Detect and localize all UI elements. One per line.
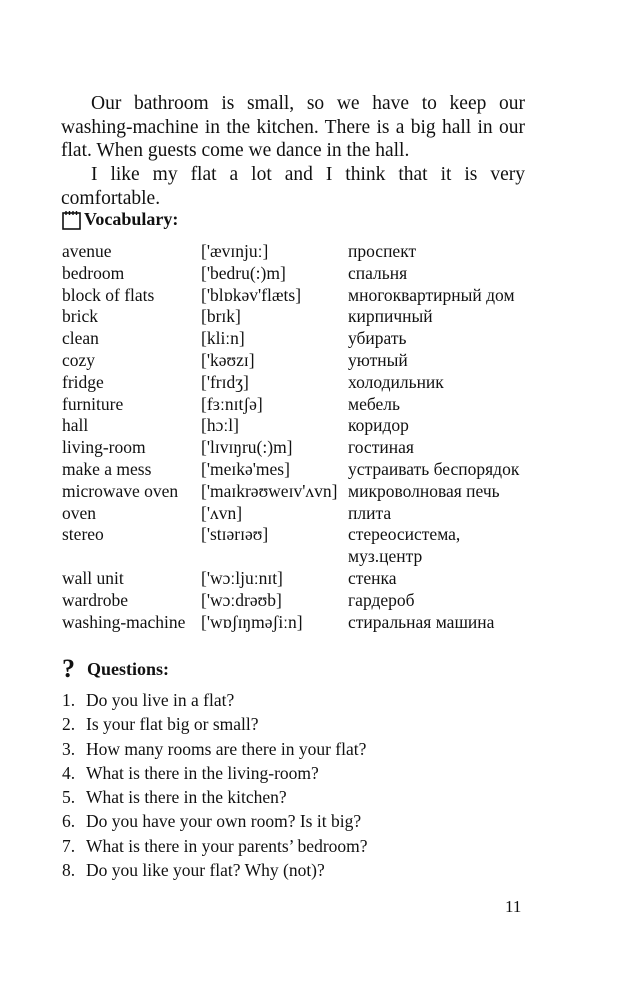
vocabulary-row	[62, 524, 533, 568]
vocabulary-translation: холодильник	[348, 371, 444, 392]
vocabulary-row	[62, 415, 533, 437]
vocabulary-translation: многоквартирный дом	[348, 284, 515, 305]
vocabulary-translation: устраивать беспорядок	[348, 458, 520, 479]
vocabulary-row	[62, 568, 533, 590]
vocabulary-transcription: ['wɔːdrəʊb]	[201, 589, 282, 610]
vocabulary-heading-label: Vocabulary:	[84, 209, 179, 229]
vocabulary-translation: гостиная	[348, 437, 414, 458]
vocabulary-word: clean	[62, 328, 99, 349]
question-text: What is there in the living-room?	[86, 762, 319, 783]
vocabulary-transcription: ['ævɪnjuː]	[201, 241, 269, 261]
vocabulary-word: block of flats	[62, 284, 155, 305]
vocabulary-translation: проспект	[348, 241, 417, 261]
question-text: How many rooms are there in your flat?	[86, 738, 367, 759]
questions-list	[62, 688, 368, 882]
vocabulary-row	[62, 350, 533, 372]
vocabulary-table	[62, 241, 533, 633]
vocabulary-transcription: ['lɪvɪŋru(:)m]	[201, 437, 293, 458]
vocabulary-row	[62, 306, 533, 328]
vocabulary-translation: уютный	[348, 349, 408, 370]
vocabulary-transcription: [brɪk]	[201, 306, 241, 327]
question-item	[62, 712, 368, 736]
vocabulary-transcription: ['stɪərɪəʊ]	[201, 524, 269, 545]
vocabulary-translation: стереосистема, муз.центр	[348, 524, 461, 567]
page-number: 11	[505, 897, 522, 916]
vocabulary-transcription: ['meɪkə'mes]	[201, 458, 290, 479]
question-text: Do you live in a flat?	[86, 690, 235, 710]
vocabulary-transcription: [hɔːl]	[201, 415, 239, 436]
vocabulary-word: wardrobe	[62, 589, 129, 610]
vocabulary-translation: спальня	[348, 262, 408, 283]
vocabulary-translation: убирать	[348, 328, 407, 349]
question-item	[62, 858, 368, 882]
vocabulary-transcription: ['maɪkrəʊweɪv'ʌvn]	[201, 480, 338, 501]
vocabulary-transcription: ['bedru(:)m]	[201, 262, 286, 283]
vocabulary-row	[62, 241, 533, 263]
question-text: Is your flat big or small?	[86, 714, 259, 735]
vocabulary-row	[62, 285, 533, 307]
question-number: 2.	[62, 714, 76, 735]
vocabulary-word: cozy	[62, 349, 96, 370]
vocabulary-word: washing-machine	[62, 611, 186, 632]
question-number: 6.	[62, 811, 76, 832]
vocabulary-transcription: [fɜːnɪtʃə]	[201, 393, 263, 414]
notepad-icon	[62, 210, 81, 230]
vocabulary-row	[62, 394, 533, 416]
vocabulary-row	[62, 328, 533, 350]
question-item	[62, 834, 368, 858]
vocabulary-translation: стенка	[348, 567, 397, 588]
question-item	[62, 737, 368, 761]
vocabulary-translation: гардероб	[348, 589, 415, 610]
question-number: 7.	[62, 835, 76, 856]
question-number: 3.	[62, 738, 76, 759]
vocabulary-word: avenue	[62, 241, 112, 261]
vocabulary-row	[62, 263, 533, 285]
vocabulary-row	[62, 437, 533, 459]
vocabulary-word: living-room	[62, 437, 146, 458]
vocabulary-word: stereo	[62, 524, 104, 545]
vocabulary-row	[62, 372, 533, 394]
vocabulary-word: bedroom	[62, 262, 125, 283]
vocabulary-transcription: ['ʌvn]	[201, 502, 243, 523]
question-number: 1.	[62, 690, 76, 710]
vocabulary-row	[62, 481, 533, 503]
question-item	[62, 785, 368, 809]
question-item	[62, 761, 368, 785]
paragraph-bathroom: Our bathroom is small, so we have to keep our washing-machine in the kitchen. There is a big hall in our flat. When guests come we dance in the hall.	[61, 93, 525, 161]
questions-heading	[62, 654, 170, 683]
vocabulary-word: hall	[62, 415, 89, 436]
paragraph-comfortable: I like my flat a lot and I think that it is very comfortable.	[61, 164, 525, 209]
question-mark-icon: ?	[62, 654, 75, 683]
vocabulary-translation: плита	[348, 502, 392, 523]
question-text: What is there in the kitchen?	[86, 787, 287, 808]
vocabulary-transcription: ['wɔːljuːnɪt]	[201, 567, 283, 588]
vocabulary-row	[62, 590, 533, 612]
vocabulary-word: brick	[62, 306, 98, 327]
question-number: 5.	[62, 787, 76, 808]
vocabulary-translation: стиральная машина	[348, 611, 495, 632]
vocabulary-translation: микроволновая печь	[348, 480, 500, 501]
question-number: 8.	[62, 860, 76, 881]
question-item	[62, 688, 368, 712]
question-text: Do you have your own room? Is it big?	[86, 811, 362, 832]
vocabulary-transcription: ['frɪdʒ]	[201, 371, 249, 392]
vocabulary-word: furniture	[62, 393, 124, 414]
vocabulary-row	[62, 612, 533, 634]
vocabulary-transcription: ['blɒkəv'flæts]	[201, 284, 302, 305]
vocabulary-translation: мебель	[348, 393, 400, 414]
question-text: Do you like your flat? Why (not)?	[86, 860, 325, 881]
vocabulary-word: fridge	[62, 371, 104, 392]
vocabulary-transcription: ['kəʊzɪ]	[201, 349, 255, 370]
vocabulary-word: wall unit	[62, 567, 124, 588]
vocabulary-transcription: [kliːn]	[201, 328, 245, 349]
vocabulary-heading	[62, 209, 178, 230]
question-number: 4.	[62, 762, 76, 783]
vocabulary-word: make a mess	[62, 458, 152, 479]
vocabulary-row	[62, 503, 533, 525]
vocabulary-translation: кирпичный	[348, 306, 433, 327]
vocabulary-transcription: ['wɒʃɪŋməʃiːn]	[201, 611, 303, 632]
vocabulary-word: oven	[62, 502, 97, 523]
vocabulary-word: microwave oven	[62, 480, 179, 501]
question-text: What is there in your parents’ bedroom?	[86, 835, 368, 856]
vocabulary-row	[62, 459, 533, 481]
question-item	[62, 809, 368, 833]
vocabulary-translation: коридор	[348, 415, 409, 436]
questions-heading-label: Questions:	[87, 658, 170, 679]
